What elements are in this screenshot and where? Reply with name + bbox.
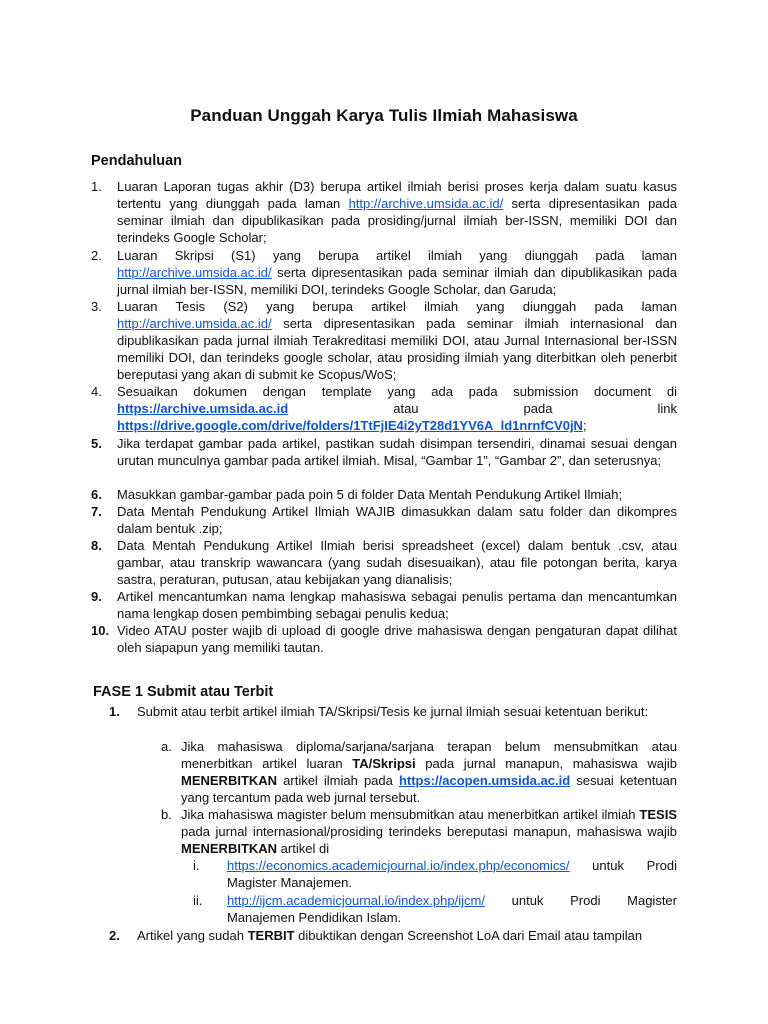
archive-link[interactable]: http://archive.umsida.ac.id/	[117, 265, 272, 280]
item-text: Jika terdapat gambar pada artikel, pastikan sudah disimpan tersendiri, dinamai sesuai dengan urutan munculnya gambar pada artikel ilmiah. Misal, “Gambar 1”, “Gambar 2”, dan seterusnya;	[117, 436, 677, 468]
archive-link[interactable]: https://archive.umsida.ac.id	[117, 401, 289, 416]
item-text: Data Mentah Pendukung Artikel Ilmiah WAJIB dimasukkan dalam satu folder dan dikompres dalam bentuk .zip;	[117, 504, 677, 536]
list-number: 1.	[109, 704, 120, 719]
list-number: 6.	[91, 487, 102, 502]
list-item	[91, 247, 677, 298]
item-text-bold: TERBIT	[247, 928, 295, 943]
list-roman: i.	[193, 858, 200, 873]
sub-list-item	[161, 738, 678, 806]
acopen-link[interactable]: https://acopen.umsida.ac.id	[398, 773, 571, 788]
list-item	[91, 537, 677, 588]
item-text: serta dipresentasikan pada seminar ilmiah dan dipublikasikan pada jurnal ilmiah ber-ISSN, memiliki DOI, terindeks Google Scholar, dan Garuda;	[117, 265, 677, 297]
list-item	[109, 927, 677, 944]
list-number: 5.	[91, 436, 102, 451]
item-text-bold: TESIS	[639, 807, 677, 822]
sub-sub-list-item	[193, 857, 677, 891]
item-text-bold: MENERBITKAN	[181, 841, 278, 856]
item-text: Luaran Skripsi (S1) yang berupa artikel ilmiah yang diunggah pada laman	[117, 248, 677, 263]
list-roman: ii.	[193, 893, 203, 908]
item-text: Luaran Tesis (S2) yang berupa artikel ilmiah yang diunggah pada laman	[117, 299, 677, 314]
list-number: 3.	[91, 299, 102, 314]
item-text: Masukkan gambar-gambar pada poin 5 di folder Data Mentah Pendukung Artikel Ilmiah;	[117, 487, 623, 502]
item-text: Artikel mencantumkan nama lengkap mahasiswa sebagai penulis pertama dan mencantumkan nama lengkap dosen pembimbing sebagai penulis kedua;	[117, 589, 677, 621]
item-text: ;	[582, 418, 587, 433]
list-item	[91, 383, 677, 434]
page-title: Panduan Unggah Karya Tulis Ilmiah Mahasiswa	[190, 106, 578, 125]
item-text: Jika mahasiswa diploma/sarjana/sarjana terapan belum mensubmitkan atau menerbitkan artikel luaran	[181, 739, 677, 771]
list-item	[91, 178, 677, 246]
list-item	[91, 622, 677, 656]
list-number: 8.	[91, 538, 102, 553]
drive-link[interactable]: https://drive.google.com/drive/folders/1TtFjIE4i2yT28d1YV6A_ld1nrnfCV0jN	[117, 418, 583, 433]
item-text: Jika mahasiswa magister belum mensubmitkan atau menerbitkan artikel ilmiah	[181, 807, 640, 822]
sub-list-item	[161, 806, 677, 857]
item-text: Sesuaikan dokumen dengan template yang ada pada submission document di	[117, 384, 677, 399]
item-text-bold: TA/Skripsi	[352, 756, 416, 771]
item-text: artikel ilmiah pada	[277, 773, 399, 788]
item-text: sesuai ketentuan yang tercantum pada web jurnal tersebut.	[181, 773, 678, 805]
list-number: 7.	[91, 504, 102, 519]
item-text: serta dipresentasikan pada seminar ilmiah dan dipublikasikan pada prosiding/jurnal ilmiah ber-ISSN, memiliki DOI dan terindeks Google Scholar;	[117, 196, 677, 245]
list-number: 1.	[91, 179, 102, 194]
section-heading-fase-1: FASE 1 Submit atau Terbit	[93, 684, 274, 700]
list-number: 2.	[91, 248, 102, 263]
archive-link[interactable]: http://archive.umsida.ac.id/	[117, 316, 272, 331]
item-text: pada jurnal internasional/prosiding terindeks bereputasi manapun, mahasiswa wajib	[181, 824, 677, 839]
list-number: 10.	[91, 623, 110, 638]
item-text: atau pada link	[288, 401, 677, 416]
item-text: Data Mentah Pendukung Artikel Ilmiah berisi spreadsheet (excel) dalam bentuk .csv, atau gambar, atau transkrip wawancara (yang sudah disesuaikan), atau file potongan berita, karya sastra, peraturan, putusan, atau kebijakan yang dianalisis;	[117, 538, 677, 587]
list-number: 9.	[91, 589, 102, 604]
item-text: Video ATAU poster wajib di upload di google drive mahasiswa dengan pengaturan dapat dilihat oleh siapapun yang memiliki tautan.	[117, 623, 677, 655]
list-item	[109, 703, 677, 720]
list-letter: a.	[161, 739, 172, 754]
list-item	[91, 503, 677, 537]
item-text: pada jurnal manapun, mahasiswa wajib	[415, 756, 677, 771]
list-item	[91, 435, 677, 469]
section-heading-pendahuluan: Pendahuluan	[91, 153, 183, 169]
archive-link[interactable]: http://archive.umsida.ac.id/	[348, 196, 504, 211]
item-text: Artikel yang sudah	[137, 928, 248, 943]
item-text: untuk Prodi Magister Manajemen.	[227, 858, 677, 890]
item-text: dibuktikan dengan Screenshot LoA dari Email atau tampilan	[294, 928, 643, 943]
list-number: 2.	[109, 928, 120, 943]
sub-sub-list-item	[193, 892, 677, 926]
economics-journal-link[interactable]: https://economics.academicjournal.io/index.php/economics/	[227, 858, 570, 873]
list-letter: b.	[161, 807, 172, 822]
item-text: untuk Prodi Magister Manajemen Pendidikan Islam.	[227, 893, 677, 925]
item-text: artikel di	[277, 841, 330, 856]
item-text-bold: MENERBITKAN	[181, 773, 278, 788]
list-item	[91, 298, 677, 383]
list-number: 4.	[91, 384, 102, 399]
item-text: serta dipresentasikan pada seminar ilmiah internasional dan dipublikasikan pada jurnal ilmiah Terakreditasi memiliki DOI, atau Jurnal Internasional ber-ISSN memiliki DOI, dan terindeks google scholar, atau prosiding ilmiah yang diterbitkan oleh penerbit bereputasi yang akan di submit ke Scopus/WoS;	[117, 316, 677, 382]
list-item	[91, 486, 677, 503]
item-text: Submit atau terbit artikel ilmiah TA/Skripsi/Tesis ke jurnal ilmiah sesuai ketentuan berikut:	[137, 704, 649, 719]
list-item	[91, 588, 677, 622]
item-text: Luaran Laporan tugas akhir (D3) berupa artikel ilmiah berisi proses kerja dalam suatu kasus tertentu yang diunggah pada laman	[117, 179, 677, 211]
ijcm-journal-link[interactable]: http://ijcm.academicjournal.io/index.php/ijcm/	[227, 893, 485, 908]
